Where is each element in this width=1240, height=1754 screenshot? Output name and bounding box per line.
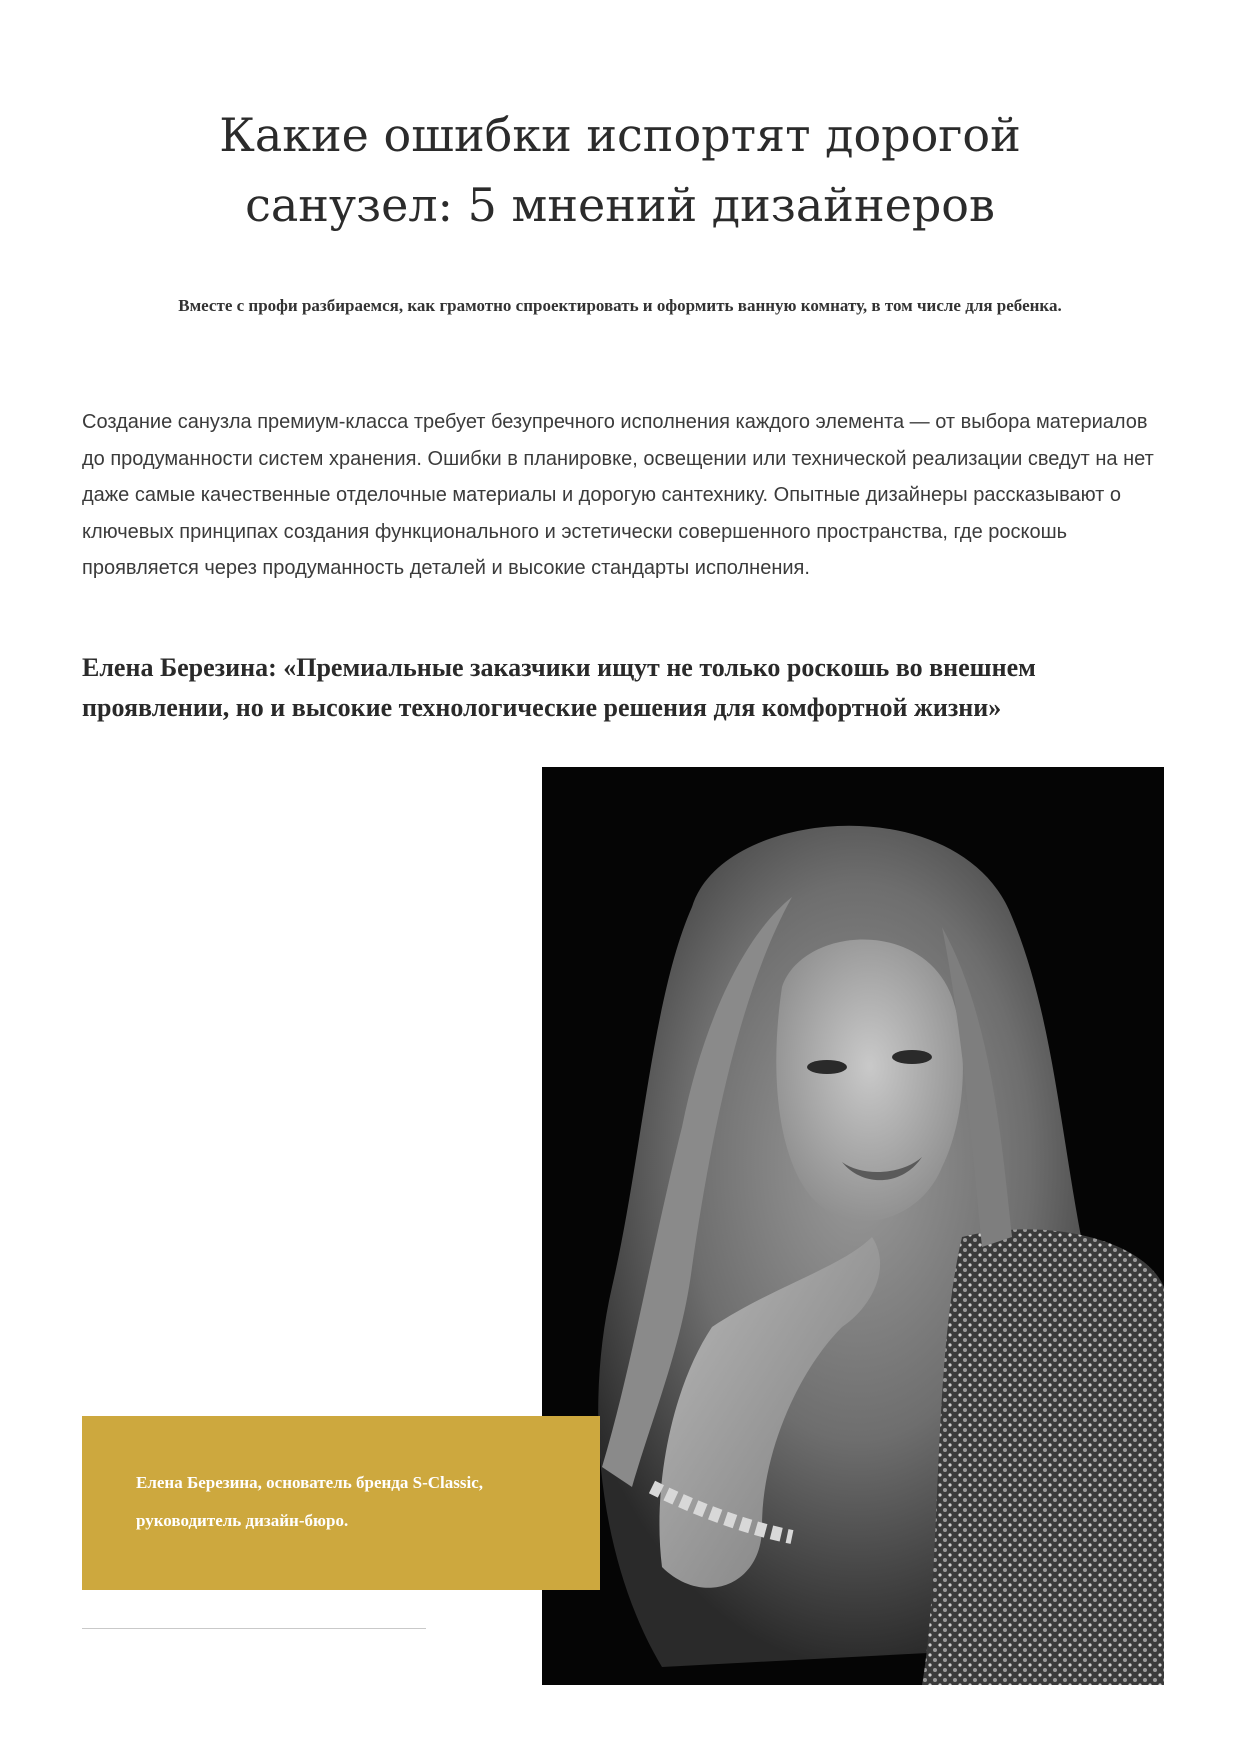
designer-portrait <box>542 767 1164 1685</box>
section-heading: Елена Березина: «Премиальные заказчики ищут не только роскошь во внешнем проявлении, но и высокие технологические решения для комфортной жизни» <box>82 653 1036 722</box>
article-intro: Создание санузла премиум-класса требует безупречного исполнения каждого элемента — от выбора материалов до продуманности систем хранения. Ошибки в планировке, освещении или технической реализации сведут на нет даже самые качественные отделочные материалы и дорогую сантехнику. Опытные дизайнеры рассказывают о ключевых принципах создания функционального и эстетически совершенного пространства, где роскошь проявляется через продуманность деталей и высокие стандарты исполнения. <box>82 411 1154 579</box>
divider-line <box>82 1628 426 1629</box>
portrait-caption-box <box>82 1416 600 1590</box>
portrait-caption: Елена Березина, основатель бренда S-Classic, руководитель дизайн-бюро. <box>136 1473 484 1530</box>
article-title: Какие ошибки испортят дорогой санузел: 5 мнений дизайнеров <box>219 108 1021 232</box>
portrait-illustration <box>542 767 1164 1685</box>
article-subtitle: Вместе с профи разбираемся, как грамотно спроектировать и оформить ванную комнату, в том числе для ребенка. <box>178 296 1062 315</box>
